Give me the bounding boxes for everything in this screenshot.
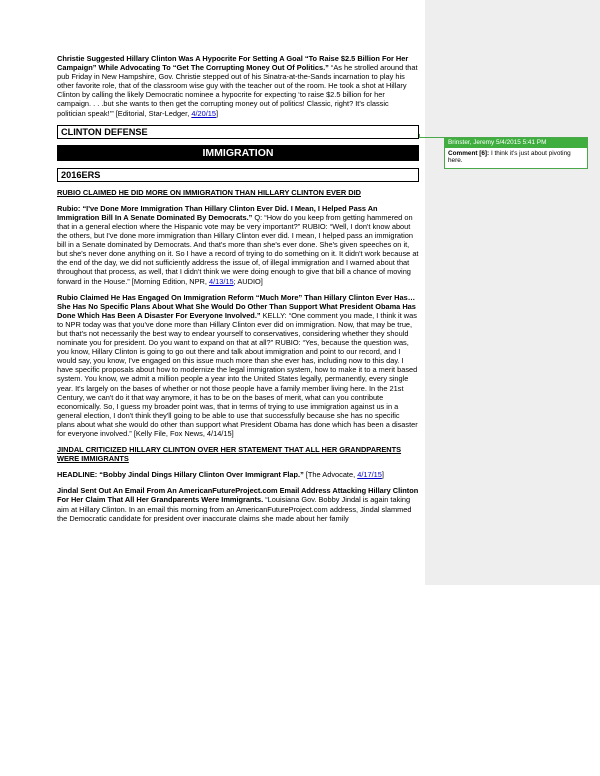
- paragraph-christie-headline: Christie Suggested Hillary Clinton Was A Hypocrite For Setting A Goal “To Raise $2.5 Billion For Her Campaign” While Advocating To “Get The Corrupting Money Out Of Politics.”: [57, 54, 409, 73]
- paragraph-jindal-headline-text: [The Advocate,: [303, 470, 358, 480]
- paragraph-jindal-email-text: “Louisiana Gov. Bobby Jindal is again taking aim at Hillary Clinton. In an email this morning from an AmericanFutureProject.com address, Jindal slammed the Democratic candidate for president over inaccurate claims she made about her family: [57, 495, 412, 523]
- paragraph-christie: [57, 54, 419, 118]
- paragraph-rubio-kelly-headline: Rubio Claimed He Has Engaged On Immigration Reform “Much More” Than Hillary Clinton Ever Has… She Has No Specific Plans About What She Would Do Other Than Support What President Obama Has Done Which Has Been A Disaster For Everyone Involved.”: [57, 292, 416, 320]
- comment-body: [445, 148, 587, 168]
- paragraph-rubio-npr: [57, 204, 419, 286]
- paragraph-rubio-kelly: [57, 293, 419, 439]
- section-immigration: IMMIGRATION: [57, 145, 419, 161]
- section-2016ers: 2016ERS: [57, 168, 419, 182]
- document-body: [57, 54, 419, 530]
- paragraph-jindal-email-headline: Jindal Sent Out An Email From An AmericanFutureProject.com Email Address Attacking Hillary Clinton For Her Claim That All Her Grandparents Were Immigrants.: [57, 486, 419, 505]
- comment-margin-panel: [425, 0, 600, 585]
- subhead-jindal: JINDAL CRITICIZED HILLARY CLINTON OVER HER STATEMENT THAT ALL HER GRANDPARENTS WERE IMMIGRANTS: [57, 445, 402, 464]
- citation-end: ; AUDIO]: [233, 276, 263, 286]
- paragraph-christie-text: “As he strolled around that pub Friday in New Hampshire, Gov. Christie stepped out of his Sinatra-at-the-Sands incarnation to play his other favorite role, that of the classroom wise guy with the teacher out of the room. He took a shot at Hillary Clinton by calling the likely Democratic nominee a hypocrite for expecting ‘to raise $2.5 billion for her campaign. . . .but she wants to then get the corrupting money out of politics! Classic, right? It's classic politician speak!’” [Editorial, Star-Ledger,: [57, 63, 418, 118]
- paragraph-rubio-kelly-text: KELLY: “One comment you made, I think it was to NPR today was that you've done more than Hillary Clinton ever did on immigration. Now, that may be true, but that's not necessarily the best way to endear yourself to conservatives, considering whether they should nominate you for president. Do you want to expand on that at all?” RUBIO: “Yes, because the question was, you know, Hillary Clinton is going to go out there and talk about immigration and point to our record, and I would say, you know, I've engaged on this issue much more than she ever has, including now to this day. I have specific proposals about how to modernize the legal immigration system, how to make it to a merit based system. You know, we admit a million people a year into the United States legally, permanently, every single year. It's largely on the bases of whether or not those people have a family member living here. In the 21st Century, we can't do it that way anymore, it has to be on the bases of merit, what can you contribute economically. So, I guess my broader point was, that in terms of trying to use immigration against us in a general election, I don't think they'll going to be able to use that successfully because she has no specific plans about what she would do other than support what President Obama has done which has been a disaster for everyone involved.” [Kelly File, Fox News, 4/14/15]: [57, 310, 418, 438]
- comment-connector-line: [419, 137, 445, 138]
- citation-end: ]: [381, 470, 384, 480]
- citation-end: ]: [216, 108, 219, 118]
- paragraph-rubio-npr-text: Q: “How do you keep from getting hammered on that in a general election where the Hispanic vote may be very important?” RUBIO: “Well, I don't know about the others, but I've done more immigration than Hillary Clinton ever did. I mean, I helped pass an immigration bill in a Senate dominated by Democrats. And that's more than she's ever done. She's given speeches on it, but she's never done anything on it. So I have a record of trying to do something on it. It didn't work because at the end of the day, we did not sufficiently address the issue of, of illegal immigration and I warned about that throughout that process, as well, that I didn't think we were doing enough to give that bill a chance of moving forward in the House.” [Morning Edition, NPR,: [57, 212, 419, 286]
- citation-link[interactable]: 4/20/15: [191, 108, 217, 118]
- paragraph-jindal-headline: [57, 470, 419, 479]
- paragraph-jindal-email: [57, 486, 419, 522]
- subhead-rubio: RUBIO CLAIMED HE DID MORE ON IMMIGRATION THAN HILLARY CLINTON EVER DID: [57, 187, 361, 197]
- comment-label: Comment [6]:: [448, 149, 490, 157]
- comment-balloon[interactable]: [444, 137, 588, 169]
- citation-link[interactable]: 4/17/15: [357, 470, 382, 480]
- comment-text: I think it's just about pivoting here.: [448, 149, 571, 165]
- section-clinton-defense: CLINTON DEFENSE: [57, 125, 419, 139]
- citation-link[interactable]: 4/13/15: [209, 276, 234, 286]
- comment-author-date: Brinster, Jeremy 5/4/2015 5:41 PM: [445, 138, 587, 148]
- paragraph-rubio-npr-headline: Rubio: “I've Done More Immigration Than Hillary Clinton Ever Did. I Mean, I Helped Pass An Immigration Bill In A Senate Dominated By Democrats.”: [57, 203, 378, 222]
- paragraph-jindal-headline-bold: HEADLINE: “Bobby Jindal Dings Hillary Clinton Over Immigrant Flap.”: [57, 470, 304, 480]
